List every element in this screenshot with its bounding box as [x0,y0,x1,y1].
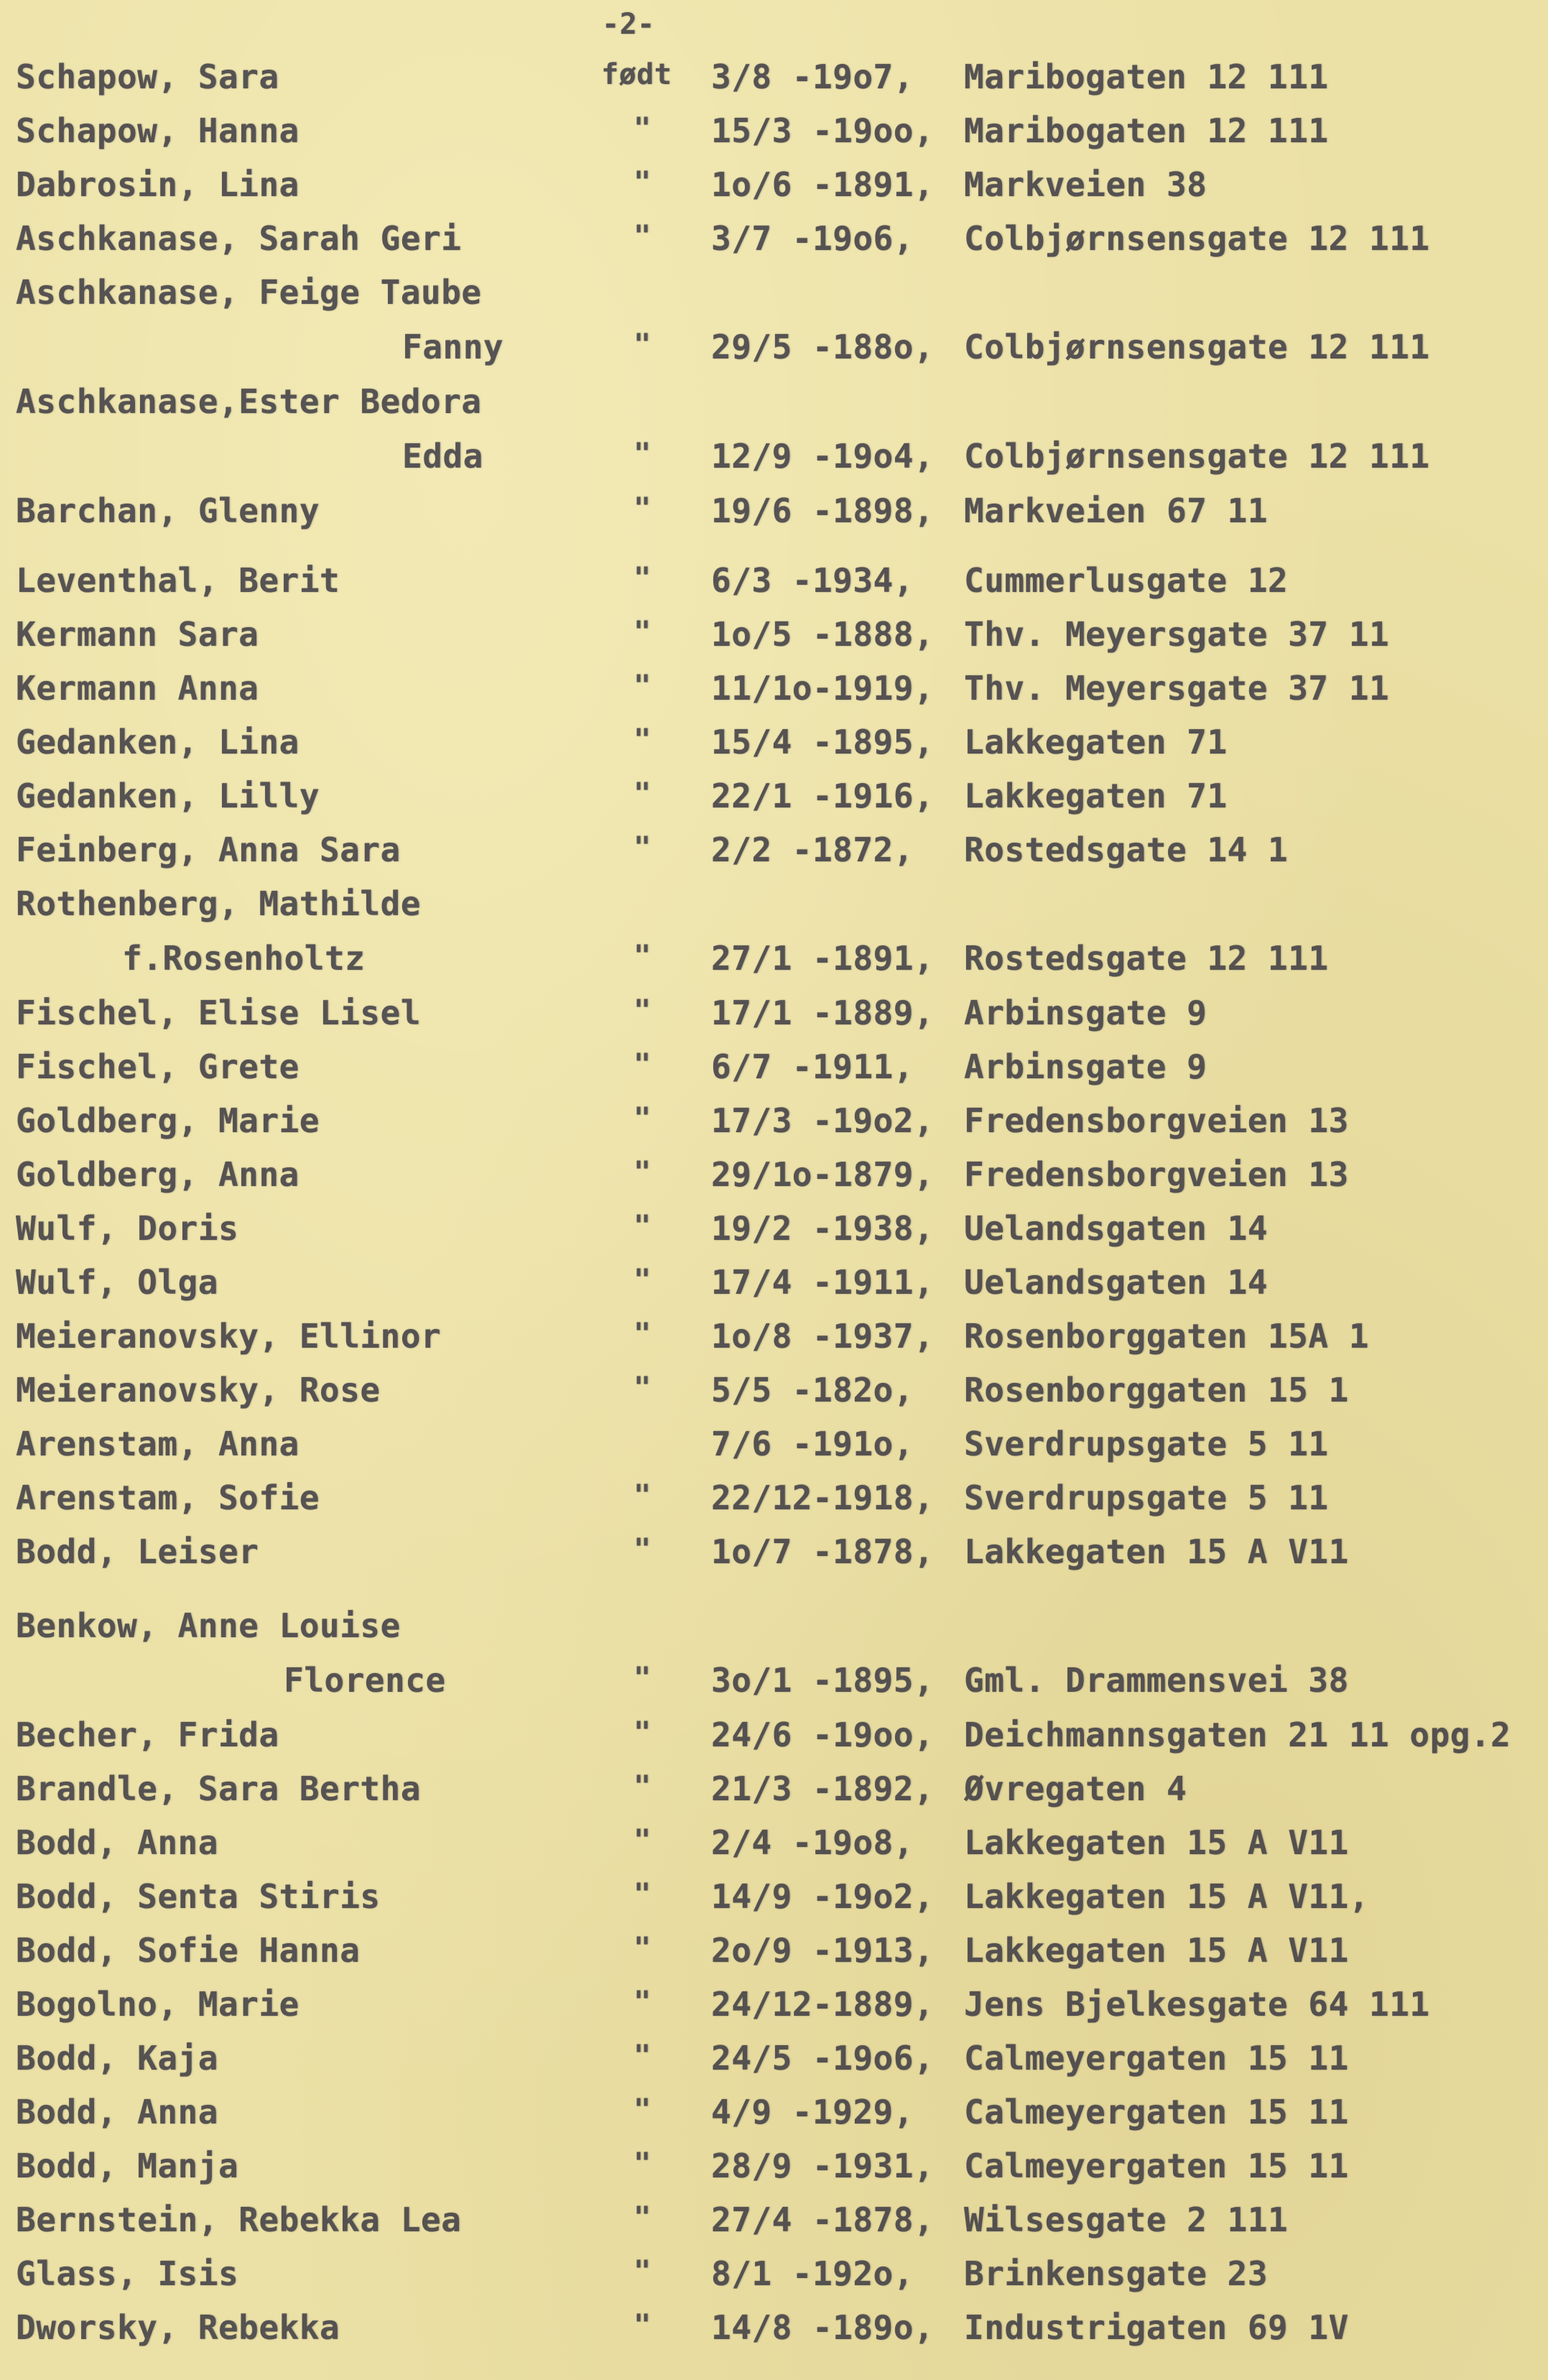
ditto-mark: " [634,562,652,595]
person-name: Arenstam, Anna [16,1425,300,1463]
street-address: Maribogaten 12 111 [964,111,1329,150]
ditto-mark: " [634,1371,652,1404]
birth-date: 28/9 -1931, [711,2147,935,2185]
birth-date: 19/2 -1938, [711,1209,935,1248]
ditto-mark: " [634,2255,652,2288]
street-address: Colbjørnsensgate 12 111 [964,219,1430,258]
birth-date: 14/8 -189o, [711,2308,935,2347]
person-name: Schapow, Hanna [16,111,300,150]
street-address: Thv. Meyersgate 37 11 [964,615,1390,654]
person-name: Meieranovsky, Rose [16,1371,381,1409]
ditto-mark: " [634,1824,652,1857]
birth-date: 24/5 -19o6, [711,2039,935,2078]
street-address: Uelandsgaten 14 [964,1263,1268,1302]
birth-date: 17/1 -1889, [711,994,935,1032]
person-name: Kermann Anna [16,669,259,708]
birth-date: 17/4 -1911, [711,1263,935,1302]
ditto-mark: " [634,166,652,199]
ditto-mark: " [634,1878,652,1911]
street-address: Calmeyergaten 15 11 [964,2039,1349,2078]
ditto-mark: " [634,940,652,973]
birth-date: 6/3 -1934, [711,561,914,600]
ditto-mark: " [634,1770,652,1803]
person-name: Meieranovsky, Ellinor [16,1317,442,1356]
birth-date: 3/8 -19o7, [711,57,914,96]
person-name: Goldberg, Anna [16,1155,300,1194]
street-address: Rosenborggaten 15 1 [964,1371,1349,1409]
person-name: Goldberg, Marie [16,1101,320,1140]
ditto-mark: " [634,2147,652,2180]
person-name: Barchan, Glenny [16,491,320,530]
birth-date: 3/7 -19o6, [711,219,914,258]
person-name: Brandle, Sara Bertha [16,1769,421,1808]
street-address: Markveien 38 [964,165,1208,204]
person-name-continuation: f.Rosenholtz [122,939,366,978]
street-address: Uelandsgaten 14 [964,1209,1268,1248]
birth-date: 8/1 -192o, [711,2254,914,2293]
ditto-mark: " [634,1210,652,1243]
street-address: Gml. Drammensvei 38 [964,1661,1349,1700]
person-name: Fischel, Grete [16,1047,300,1086]
person-name: Bodd, Anna [16,2093,218,2131]
street-address: Brinkensgate 23 [964,2254,1268,2293]
birth-date: 6/7 -1911, [711,1047,914,1086]
birth-date: 15/4 -1895, [711,723,935,761]
street-address: Øvregaten 4 [964,1769,1187,1808]
person-name: Kermann Sara [16,615,259,654]
person-name: Bodd, Leiser [16,1532,259,1571]
person-name: Gedanken, Lilly [16,777,320,815]
person-name: Fischel, Elise Lisel [16,994,421,1032]
street-address: Wilsesgate 2 111 [964,2200,1289,2239]
person-name: Rothenberg, Mathilde [16,884,421,923]
street-address: Sverdrupsgate 5 11 [964,1478,1329,1517]
page-number: -2- [602,8,655,41]
street-address: Arbinsgate 9 [964,1047,1208,1086]
birth-date: 1o/8 -1937, [711,1317,935,1356]
person-name: Bodd, Senta Stiris [16,1877,381,1916]
person-name: Bodd, Kaja [16,2039,218,2078]
birth-date: 2/4 -19o8, [711,1823,914,1862]
street-address: Calmeyergaten 15 11 [964,2147,1349,2185]
person-name: Benkow, Anne Louise [16,1606,401,1645]
street-address: Colbjørnsensgate 12 111 [964,328,1430,366]
birth-date: 24/6 -19oo, [711,1715,935,1754]
ditto-mark: " [634,2093,652,2126]
ditto-mark: " [634,831,652,864]
person-name: Wulf, Olga [16,1263,218,1302]
person-name: Bogolno, Marie [16,1985,300,2024]
ditto-mark: " [634,1932,652,1965]
birth-date: 29/5 -188o, [711,328,935,366]
person-name: Glass, Isis [16,2254,239,2293]
person-name: Becher, Frida [16,1715,279,1754]
ditto-mark: " [634,777,652,810]
person-name: Dabrosin, Lina [16,165,300,204]
birth-date: 24/12-1889, [711,1985,935,2024]
birth-date: 27/4 -1878, [711,2200,935,2239]
street-address: Fredensborgveien 13 [964,1101,1349,1140]
street-address: Thv. Meyersgate 37 11 [964,669,1390,708]
street-address: Calmeyergaten 15 11 [964,2093,1349,2131]
person-name: Gedanken, Lina [16,723,300,761]
ditto-mark: " [634,1102,652,1135]
ditto-mark: " [634,994,652,1027]
ditto-mark: " [634,1479,652,1512]
birth-date: 3o/1 -1895, [711,1661,935,1700]
birth-date: 21/3 -1892, [711,1769,935,1808]
person-name: Schapow, Sara [16,57,279,96]
street-address: Rostedsgate 12 111 [964,939,1329,978]
birth-date: 15/3 -19oo, [711,111,935,150]
person-name: Dworsky, Rebekka [16,2308,340,2347]
ditto-mark: " [634,112,652,145]
ditto-mark: " [634,2039,652,2073]
ditto-mark: " [634,2309,652,2342]
ditto-mark: " [634,616,652,649]
ditto-mark: " [634,1533,652,1566]
birth-date: 4/9 -1929, [711,2093,914,2131]
street-address: Cummerlusgate 12 [964,561,1289,600]
ditto-mark: " [634,1048,652,1081]
street-address: Fredensborgveien 13 [964,1155,1349,1194]
street-address: Rosenborggaten 15A 1 [964,1317,1369,1356]
street-address: Deichmannsgaten 21 11 opg.2 [964,1715,1511,1754]
street-address: Rostedsgate 14 1 [964,830,1289,869]
street-address: Lakkegaten 15 A V11 [964,1931,1349,1970]
street-address: Arbinsgate 9 [964,994,1208,1032]
ditto-mark: " [634,492,652,525]
birth-date: 22/12-1918, [711,1478,935,1517]
street-address: Industrigaten 69 1V [964,2308,1349,2347]
person-name: Wulf, Doris [16,1209,239,1248]
person-name: Leventhal, Berit [16,561,340,600]
birth-date: 11/1o-1919, [711,669,935,708]
person-name-continuation: Fanny [402,328,504,366]
birth-date: 7/6 -191o, [711,1425,914,1463]
street-address: Lakkegaten 15 A V11, [964,1877,1369,1916]
born-label: født [601,58,672,91]
street-address: Lakkegaten 71 [964,723,1228,761]
person-name: Arenstam, Sofie [16,1478,320,1517]
person-name-continuation: Edda [402,437,483,476]
birth-date: 5/5 -182o, [711,1371,914,1409]
birth-date: 17/3 -19o2, [711,1101,935,1140]
birth-date: 22/1 -1916, [711,777,935,815]
ditto-mark: " [634,328,652,361]
person-name: Aschkanase,Ester Bedora [16,382,482,421]
birth-date: 1o/7 -1878, [711,1532,935,1571]
person-name: Aschkanase, Sarah Geri [16,219,462,258]
person-name: Aschkanase, Feige Taube [16,273,482,312]
birth-date: 2/2 -1872, [711,830,914,869]
person-name: Bernstein, Rebekka Lea [16,2200,462,2239]
ditto-mark: " [634,220,652,253]
birth-date: 29/1o-1879, [711,1155,935,1194]
street-address: Markveien 67 11 [964,491,1268,530]
ditto-mark: " [634,1986,652,2019]
street-address: Colbjørnsensgate 12 111 [964,437,1430,476]
person-name: Feinberg, Anna Sara [16,830,401,869]
birth-date: 14/9 -19o2, [711,1877,935,1916]
ditto-mark: " [634,437,652,471]
street-address: Lakkegaten 15 A V11 [964,1823,1349,1862]
birth-date: 2o/9 -1913, [711,1931,935,1970]
person-name: Bodd, Manja [16,2147,239,2185]
ditto-mark: " [634,2201,652,2234]
birth-date: 1o/6 -1891, [711,165,935,204]
birth-date: 1o/5 -1888, [711,615,935,654]
ditto-mark: " [634,1264,652,1297]
street-address: Jens Bjelkesgate 64 111 [964,1985,1430,2024]
street-address: Sverdrupsgate 5 11 [964,1425,1329,1463]
person-name: Bodd, Anna [16,1823,218,1862]
birth-date: 27/1 -1891, [711,939,935,978]
birth-date: 19/6 -1898, [711,491,935,530]
birth-date: 12/9 -19o4, [711,437,935,476]
ditto-mark: " [634,1318,652,1351]
street-address: Lakkegaten 71 [964,777,1228,815]
street-address: Maribogaten 12 111 [964,57,1329,96]
ditto-mark: " [634,1156,652,1189]
person-name-continuation: Florence [284,1661,446,1700]
street-address: Lakkegaten 15 A V11 [964,1532,1349,1571]
ditto-mark: " [634,1662,652,1695]
person-name: Bodd, Sofie Hanna [16,1931,361,1970]
ditto-mark: " [634,723,652,756]
ditto-mark: " [634,1716,652,1749]
ditto-mark: " [634,670,652,703]
